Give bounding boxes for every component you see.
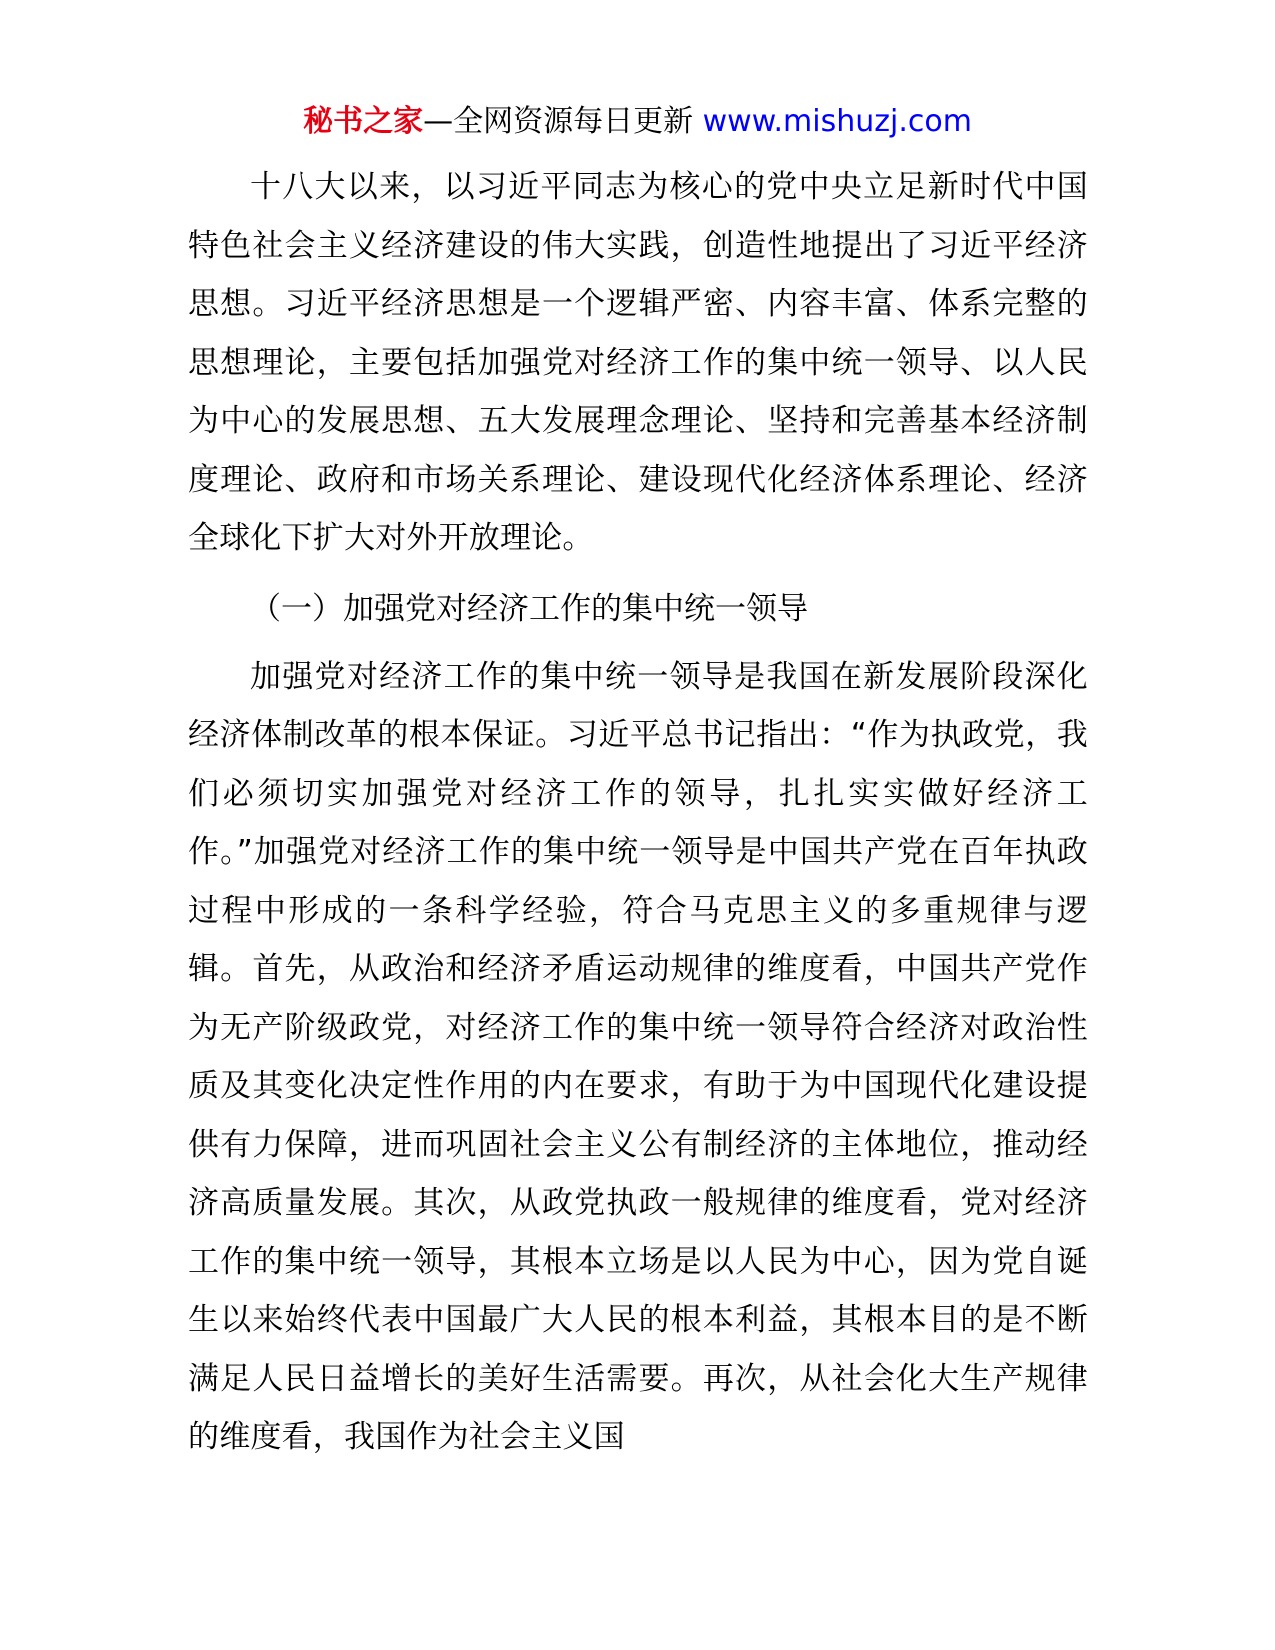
intro-paragraph: 十八大以来，以习近平同志为核心的党中央立足新时代中国特色社会主义经济建设的伟大实践，创造性地提出了习近平经济思想。习近平经济思想是一个逻辑严密、内容丰富、体系完整的思想理论，主要包括加强党对经济工作的集中统一领导、以人民为中心的发展思想、五大发展理念理论、坚持和完善基本经济制度理论、政府和市场关系理论、建设现代化经济体系理论、经济全球化下扩大对外开放理论。 [188,169,1088,556]
site-url-link[interactable]: www.mishuzj.com [702,104,972,139]
site-brand: 秘书之家 [303,104,424,139]
section-heading: （一）加强党对经济工作的集中统一领导 [250,590,808,627]
site-tagline: —全网资源每日更新 [423,104,694,139]
site-header [0,100,1275,144]
document-body [188,158,1088,1467]
body-paragraph: 加强党对经济工作的集中统一领导是我国在新发展阶段深化经济体制改革的根本保证。习近平总书记指出：“作为执政党，我们必须切实加强党对经济工作的领导，扎扎实实做好经济工作。”加强党对经济工作的集中统一领导是中国共产党在百年执政过程中形成的一条科学经验，符合马克思主义的多重规律与逻辑。首先，从政治和经济矛盾运动规律的维度看，中国共产党作为无产阶级政党，对经济工作的集中统一领导符合经济对政治性质及其变化决定性作用的内在要求，有助于为中国现代化建设提供有力保障，进而巩固社会主义公有制经济的主体地位，推动经济高质量发展。其次，从政党执政一般规律的维度看，党对经济工作的集中统一领导，其根本立场是以人民为中心，因为党自诞生以来始终代表中国最广大人民的根本利益，其根本目的是不断满足人民日益增长的美好生活需要。再次，从社会化大生产规律的维度看，我国作为社会主义国 [188,658,1088,1455]
